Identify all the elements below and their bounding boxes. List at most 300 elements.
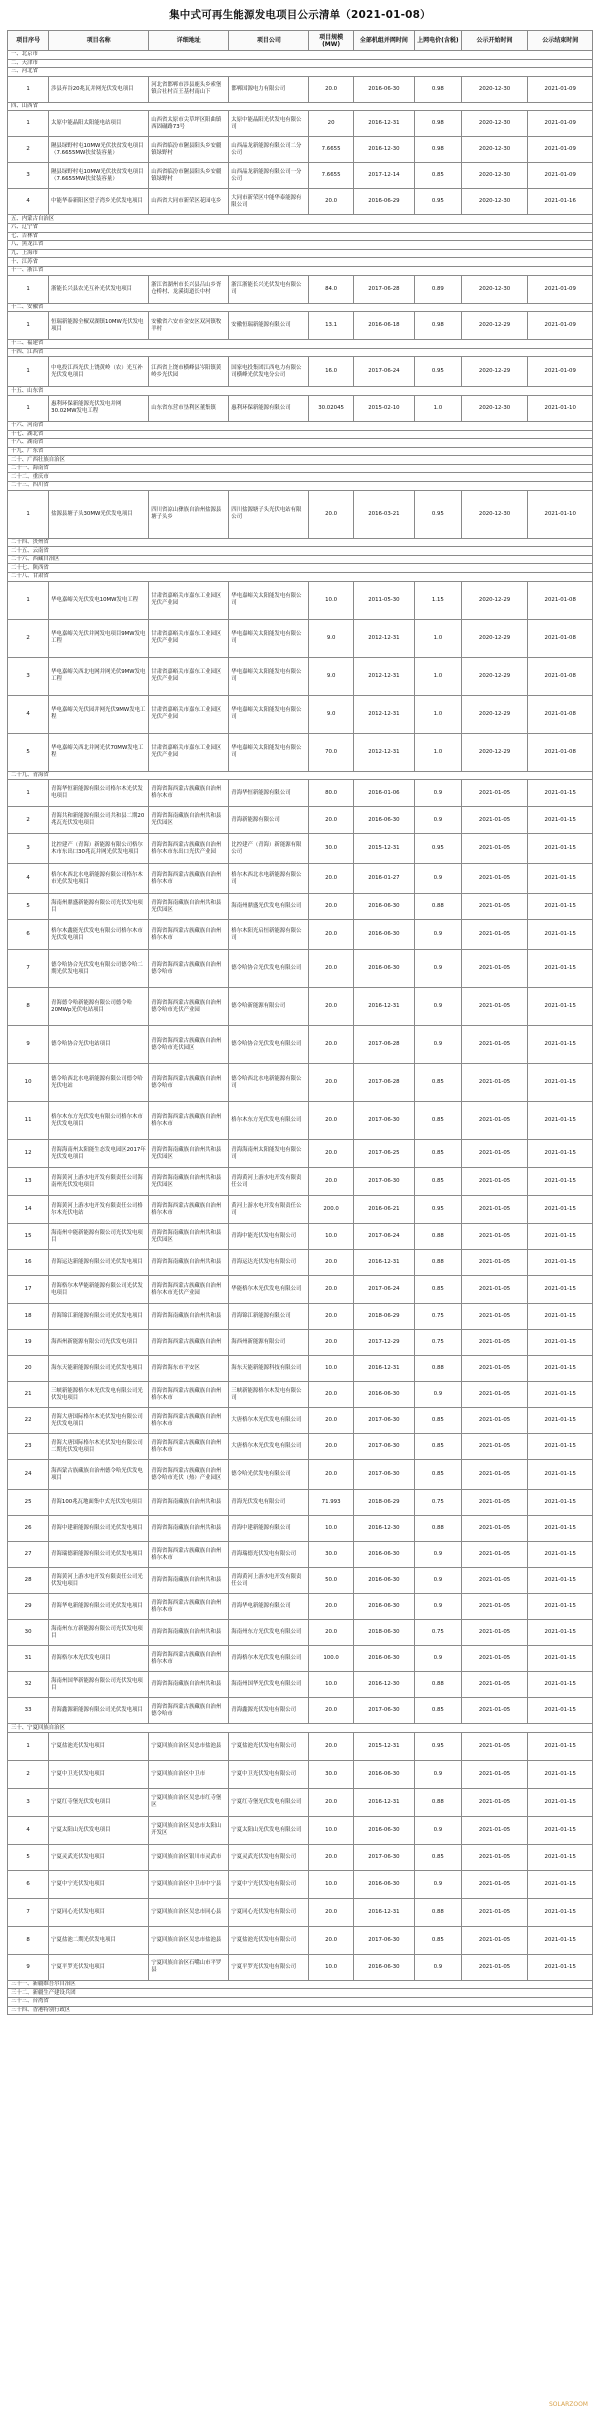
section-row xyxy=(8,456,593,465)
address-cell: 青海省海西蒙古族藏族自治州格尔木市光伏产业园 xyxy=(149,1276,229,1304)
end-cell: 2021-01-15 xyxy=(528,1026,593,1064)
scale-cell: 20.0 xyxy=(309,1250,353,1276)
scale-cell: 10.0 xyxy=(309,1672,353,1698)
scale-cell: 9.0 xyxy=(309,657,353,695)
end-cell: 2021-01-15 xyxy=(528,1870,593,1898)
header-address: 详细地址 xyxy=(149,31,229,51)
grid-time-cell: 2017-12-29 xyxy=(353,1330,414,1356)
start-cell: 2020-12-29 xyxy=(461,357,528,387)
project-name-cell: 中能华泰新阳区望子湾乡光伏发电项目 xyxy=(49,189,149,215)
price-cell: 0.95 xyxy=(415,1732,462,1760)
table-row xyxy=(8,1304,593,1330)
scale-cell: 20 xyxy=(309,111,353,137)
price-cell: 0.9 xyxy=(415,864,462,894)
scale-cell: 20.0 xyxy=(309,1064,353,1102)
address-cell: 青海省海南藏族自治州共和县光伏园区 xyxy=(149,894,229,920)
company-cell: 邯郸国源电力有限公司 xyxy=(229,76,309,102)
serial-cell: 3 xyxy=(8,657,49,695)
scale-cell: 20.0 xyxy=(309,1434,353,1460)
grid-time-cell: 2017-06-30 xyxy=(353,1168,414,1196)
scale-cell: 20.0 xyxy=(309,988,353,1026)
company-cell: 格尔木西北水电新能源有限公司 xyxy=(229,864,309,894)
address-cell: 青海省海南藏族自治州共和县光伏园区 xyxy=(149,1140,229,1168)
company-cell: 青海鑫源光伏发电有限公司 xyxy=(229,1698,309,1724)
section-row xyxy=(8,1998,593,2007)
serial-cell: 31 xyxy=(8,1646,49,1672)
end-cell: 2021-01-15 xyxy=(528,807,593,834)
start-cell: 2021-01-05 xyxy=(461,1168,528,1196)
scale-cell: 20.0 xyxy=(309,1698,353,1724)
section-row xyxy=(8,1989,593,1998)
section-row xyxy=(8,1980,593,1989)
scale-cell: 20.0 xyxy=(309,864,353,894)
end-cell: 2021-01-15 xyxy=(528,1732,593,1760)
serial-cell: 3 xyxy=(8,1788,49,1816)
company-cell: 海南州东方光伏发电有限公司 xyxy=(229,1620,309,1646)
end-cell: 2021-01-09 xyxy=(528,312,593,340)
start-cell: 2021-01-05 xyxy=(461,1304,528,1330)
address-cell: 宁夏回族自治区吴忠市太阳山开发区 xyxy=(149,1816,229,1844)
company-cell: 宁夏同心光伏发电有限公司 xyxy=(229,1898,309,1926)
scale-cell: 7.6655 xyxy=(309,137,353,163)
address-cell: 青海省海东市平安区 xyxy=(149,1356,229,1382)
grid-time-cell: 2016-12-31 xyxy=(353,1898,414,1926)
header-grid-time: 全部机组并网时间 xyxy=(353,31,414,51)
section-row xyxy=(8,387,593,396)
serial-cell: 18 xyxy=(8,1304,49,1330)
company-cell: 宁夏灵武光伏发电有限公司 xyxy=(229,1844,309,1870)
end-cell: 2021-01-15 xyxy=(528,1816,593,1844)
address-cell: 青海省海西蒙古族藏族自治州格尔木市 xyxy=(149,1542,229,1568)
address-cell: 青海省海西蒙古族藏族自治州格尔木市 xyxy=(149,1434,229,1460)
scale-cell: 20.0 xyxy=(309,1732,353,1760)
grid-time-cell: 2016-06-29 xyxy=(353,189,414,215)
price-cell: 0.85 xyxy=(415,1064,462,1102)
table-header-row xyxy=(8,31,593,51)
end-cell: 2021-01-08 xyxy=(528,581,593,619)
end-cell: 2021-01-15 xyxy=(528,1140,593,1168)
grid-time-cell: 2016-12-30 xyxy=(353,1516,414,1542)
company-cell: 大同市新荣区中能华泰能源有限公司 xyxy=(229,189,309,215)
price-cell: 0.95 xyxy=(415,834,462,864)
grid-time-cell: 2017-06-28 xyxy=(353,1064,414,1102)
start-cell: 2020-12-30 xyxy=(461,111,528,137)
section-row xyxy=(8,473,593,482)
address-cell: 青海省海南藏族自治州共和县 xyxy=(149,1620,229,1646)
scale-cell: 100.0 xyxy=(309,1646,353,1672)
start-cell: 2020-12-29 xyxy=(461,733,528,771)
end-cell: 2021-01-10 xyxy=(528,490,593,538)
company-cell: 德令哈光伏发电有限公司 xyxy=(229,1460,309,1490)
grid-time-cell: 2017-06-30 xyxy=(353,1844,414,1870)
section-label: 二十六、西藏自治区 xyxy=(8,555,593,564)
start-cell: 2021-01-05 xyxy=(461,1788,528,1816)
project-name-cell: 涉县弃谷20兆瓦并网光伏发电项目 xyxy=(49,76,149,102)
price-cell: 0.9 xyxy=(415,1026,462,1064)
table-row xyxy=(8,1250,593,1276)
project-name-cell: 华电嘉峪关西北并网光伏70MW发电工程 xyxy=(49,733,149,771)
start-cell: 2021-01-05 xyxy=(461,1816,528,1844)
address-cell: 青海省海南藏族自治州共和县光伏园区 xyxy=(149,1224,229,1250)
company-cell: 华电嘉峪关太阳能发电有限公司 xyxy=(229,619,309,657)
section-label: 十四、江西省 xyxy=(8,348,593,357)
serial-cell: 11 xyxy=(8,1102,49,1140)
project-name-cell: 宁夏中宁光伏发电项目 xyxy=(49,1870,149,1898)
serial-cell: 2 xyxy=(8,619,49,657)
grid-time-cell: 2011-05-30 xyxy=(353,581,414,619)
address-cell: 青海省海西蒙古族藏族自治州德令哈市 xyxy=(149,1064,229,1102)
company-cell: 德令哈协合光伏发电有限公司 xyxy=(229,950,309,988)
start-cell: 2021-01-05 xyxy=(461,1382,528,1408)
project-name-cell: 德令哈西北水电新能源有限公司德令哈光伏电站 xyxy=(49,1064,149,1102)
end-cell: 2021-01-15 xyxy=(528,988,593,1026)
address-cell: 山东省东营市垦利区董集镇 xyxy=(149,395,229,421)
end-cell: 2021-01-15 xyxy=(528,1490,593,1516)
table-row xyxy=(8,1382,593,1408)
end-cell: 2021-01-08 xyxy=(528,657,593,695)
price-cell: 0.95 xyxy=(415,490,462,538)
section-row xyxy=(8,555,593,564)
price-cell: 0.85 xyxy=(415,163,462,189)
table-row xyxy=(8,111,593,137)
section-label: 六、辽宁省 xyxy=(8,223,593,232)
project-name-cell: 青海黄河上游水电开发有限责任公司海南州光伏发电项目 xyxy=(49,1168,149,1196)
price-cell: 0.88 xyxy=(415,1516,462,1542)
start-cell: 2021-01-05 xyxy=(461,1594,528,1620)
price-cell: 0.85 xyxy=(415,1460,462,1490)
serial-cell: 1 xyxy=(8,1732,49,1760)
end-cell: 2021-01-15 xyxy=(528,1382,593,1408)
section-label: 二十二、重庆市 xyxy=(8,473,593,482)
table-row xyxy=(8,657,593,695)
section-row xyxy=(8,102,593,111)
grid-time-cell: 2012-12-31 xyxy=(353,619,414,657)
scale-cell: 70.0 xyxy=(309,733,353,771)
serial-cell: 1 xyxy=(8,275,49,303)
end-cell: 2021-01-09 xyxy=(528,137,593,163)
table-row xyxy=(8,1620,593,1646)
scale-cell: 20.0 xyxy=(309,1926,353,1954)
scale-cell: 9.0 xyxy=(309,695,353,733)
price-cell: 0.85 xyxy=(415,1408,462,1434)
price-cell: 0.75 xyxy=(415,1304,462,1330)
section-label: 十、江苏省 xyxy=(8,258,593,267)
section-label: 二十、广西壮族自治区 xyxy=(8,456,593,465)
table-row xyxy=(8,312,593,340)
section-label: 十九、广东省 xyxy=(8,447,593,456)
serial-cell: 25 xyxy=(8,1490,49,1516)
company-cell: 青海海南州太阳能发电有限公司 xyxy=(229,1140,309,1168)
project-name-cell: 宁夏盐池光伏发电项目 xyxy=(49,1732,149,1760)
grid-time-cell: 2016-06-30 xyxy=(353,1594,414,1620)
serial-cell: 26 xyxy=(8,1516,49,1542)
end-cell: 2021-01-09 xyxy=(528,111,593,137)
company-cell: 海东天能新能源科技有限公司 xyxy=(229,1356,309,1382)
address-cell: 青海省海西蒙古族藏族自治州格尔木市 xyxy=(149,1382,229,1408)
start-cell: 2020-12-29 xyxy=(461,657,528,695)
project-name-cell: 青海瑞德新能源有限公司光伏发电项目 xyxy=(49,1542,149,1568)
end-cell: 2021-01-15 xyxy=(528,1620,593,1646)
table-row xyxy=(8,1408,593,1434)
project-name-cell: 恒瑞新能源全椒双湖镇10MW光伏发电项目 xyxy=(49,312,149,340)
start-cell: 2021-01-05 xyxy=(461,1102,528,1140)
grid-time-cell: 2017-06-30 xyxy=(353,1102,414,1140)
start-cell: 2021-01-05 xyxy=(461,1542,528,1568)
company-cell: 青海中建新能源有限公司 xyxy=(229,1516,309,1542)
scale-cell: 20.0 xyxy=(309,950,353,988)
serial-cell: 2 xyxy=(8,807,49,834)
grid-time-cell: 2017-06-28 xyxy=(353,275,414,303)
grid-time-cell: 2016-01-27 xyxy=(353,864,414,894)
scale-cell: 20.0 xyxy=(309,807,353,834)
company-cell: 太原中能晶阳光伏发电有限公司 xyxy=(229,111,309,137)
company-cell: 青海黄河上游水电开发有限责任公司 xyxy=(229,1568,309,1594)
scale-cell: 84.0 xyxy=(309,275,353,303)
serial-cell: 7 xyxy=(8,950,49,988)
address-cell: 青海省海南藏族自治州共和县 xyxy=(149,1516,229,1542)
table-row xyxy=(8,1026,593,1064)
serial-cell: 1 xyxy=(8,780,49,807)
section-label: 九、上海市 xyxy=(8,249,593,258)
table-row xyxy=(8,1870,593,1898)
grid-time-cell: 2016-06-30 xyxy=(353,1646,414,1672)
address-cell: 青海省海西蒙古族藏族自治州德令哈市光伏（热）产业园区 xyxy=(149,1460,229,1490)
serial-cell: 1 xyxy=(8,76,49,102)
address-cell: 甘肃省嘉峪关市嘉东工业园区光伏产业园 xyxy=(149,733,229,771)
address-cell: 青海省海南藏族自治州共和县 xyxy=(149,1304,229,1330)
start-cell: 2020-12-30 xyxy=(461,189,528,215)
start-cell: 2020-12-29 xyxy=(461,581,528,619)
table-row xyxy=(8,1844,593,1870)
company-cell: 青海黄河上游水电开发有限责任公司 xyxy=(229,1168,309,1196)
scale-cell: 20.0 xyxy=(309,1382,353,1408)
price-cell: 0.98 xyxy=(415,111,462,137)
section-row xyxy=(8,266,593,275)
start-cell: 2021-01-05 xyxy=(461,1064,528,1102)
start-cell: 2021-01-05 xyxy=(461,1490,528,1516)
address-cell: 江西省上饶市横峰县岑阳镇黄岭乡光伏园 xyxy=(149,357,229,387)
section-label: 十二、安徽省 xyxy=(8,303,593,312)
end-cell: 2021-01-15 xyxy=(528,1594,593,1620)
scale-cell: 20.0 xyxy=(309,1168,353,1196)
start-cell: 2021-01-05 xyxy=(461,864,528,894)
section-label: 五、内蒙古自治区 xyxy=(8,215,593,224)
company-cell: 格尔木阳光启恒新能源有限公司 xyxy=(229,920,309,950)
table-row xyxy=(8,1568,593,1594)
company-cell: 宁夏红寺堡光伏发电有限公司 xyxy=(229,1788,309,1816)
serial-cell: 21 xyxy=(8,1382,49,1408)
company-cell: 大唐格尔木光伏发电有限公司 xyxy=(229,1408,309,1434)
section-label: 二十三、四川省 xyxy=(8,482,593,491)
company-cell: 惠利环保新能源有限公司 xyxy=(229,395,309,421)
end-cell: 2021-01-15 xyxy=(528,1102,593,1140)
section-label: 二十九、青海省 xyxy=(8,771,593,780)
company-cell: 格尔木东方光伏发电有限公司 xyxy=(229,1102,309,1140)
section-label: 二十四、贵州省 xyxy=(8,538,593,547)
end-cell: 2021-01-15 xyxy=(528,1954,593,1980)
project-name-cell: 青海华恒新能源有限公司格尔木光伏发电项目 xyxy=(49,780,149,807)
scale-cell: 20.0 xyxy=(309,1898,353,1926)
start-cell: 2020-12-30 xyxy=(461,137,528,163)
scale-cell: 16.0 xyxy=(309,357,353,387)
table-row xyxy=(8,1954,593,1980)
project-name-cell: 比控建产（青海）新能源有限公司格尔木市东出口30兆瓦并网光伏发电项目 xyxy=(49,834,149,864)
address-cell: 甘肃省嘉峪关市嘉东工业园区光伏产业园 xyxy=(149,695,229,733)
grid-time-cell: 2016-06-30 xyxy=(353,1542,414,1568)
section-label: 二十八、甘肃省 xyxy=(8,573,593,582)
company-cell: 青海瑞德光伏发电有限公司 xyxy=(229,1542,309,1568)
address-cell: 宁夏回族自治区吴忠市盐池县 xyxy=(149,1732,229,1760)
section-row xyxy=(8,573,593,582)
header-price: 上网电价(含税) xyxy=(415,31,462,51)
end-cell: 2021-01-09 xyxy=(528,76,593,102)
table-row xyxy=(8,1516,593,1542)
table-row xyxy=(8,581,593,619)
grid-time-cell: 2017-06-28 xyxy=(353,1026,414,1064)
table-row xyxy=(8,619,593,657)
scale-cell: 50.0 xyxy=(309,1568,353,1594)
serial-cell: 2 xyxy=(8,1760,49,1788)
end-cell: 2021-01-15 xyxy=(528,1434,593,1460)
grid-time-cell: 2016-06-30 xyxy=(353,1816,414,1844)
address-cell: 青海省海西蒙古族藏族自治州格尔木市 xyxy=(149,1594,229,1620)
project-name-cell: 青海德令哈新能源有限公司德令哈20MWp光伏电站项目 xyxy=(49,988,149,1026)
address-cell: 青海省海西蒙古族藏族自治州格尔木市 xyxy=(149,864,229,894)
grid-time-cell: 2016-06-30 xyxy=(353,807,414,834)
serial-cell: 1 xyxy=(8,395,49,421)
grid-time-cell: 2016-06-30 xyxy=(353,1954,414,1980)
company-cell: 宁夏太阳山光伏发电有限公司 xyxy=(229,1816,309,1844)
start-cell: 2021-01-05 xyxy=(461,1140,528,1168)
company-cell: 宁夏中卫光伏发电有限公司 xyxy=(229,1760,309,1788)
scale-cell: 20.0 xyxy=(309,1276,353,1304)
start-cell: 2021-01-05 xyxy=(461,1330,528,1356)
company-cell: 华电嘉峪关太阳能发电有限公司 xyxy=(229,657,309,695)
address-cell: 河北省邯郸市涉县鹿头乡索堡镇合社村百王基村南山下 xyxy=(149,76,229,102)
company-cell: 华电嘉峪关太阳能发电有限公司 xyxy=(229,581,309,619)
scale-cell: 7.6655 xyxy=(309,163,353,189)
address-cell: 山西省临汾市隰县阳头乡安疆镇绿野村 xyxy=(149,137,229,163)
address-cell: 青海省海南藏族自治州共和县 xyxy=(149,1250,229,1276)
price-cell: 0.88 xyxy=(415,1356,462,1382)
company-cell: 山西晶龙新能源有限公司二分公司 xyxy=(229,137,309,163)
end-cell: 2021-01-15 xyxy=(528,780,593,807)
grid-time-cell: 2016-12-31 xyxy=(353,111,414,137)
price-cell: 0.9 xyxy=(415,1760,462,1788)
section-label: 十三、福建省 xyxy=(8,340,593,349)
price-cell: 0.85 xyxy=(415,1698,462,1724)
project-name-cell: 宁夏同心光伏发电项目 xyxy=(49,1898,149,1926)
company-cell: 宁夏盐池光伏发电有限公司 xyxy=(229,1732,309,1760)
end-cell: 2021-01-15 xyxy=(528,1568,593,1594)
start-cell: 2021-01-05 xyxy=(461,1954,528,1980)
serial-cell: 4 xyxy=(8,695,49,733)
end-cell: 2021-01-15 xyxy=(528,950,593,988)
serial-cell: 32 xyxy=(8,1672,49,1698)
section-row xyxy=(8,482,593,491)
project-name-cell: 海南州鼎盛新能源有限公司光伏发电项目 xyxy=(49,894,149,920)
section-row xyxy=(8,547,593,556)
scale-cell: 20.0 xyxy=(309,1788,353,1816)
serial-cell: 8 xyxy=(8,1926,49,1954)
project-name-cell: 宁夏中卫光伏发电项目 xyxy=(49,1760,149,1788)
table-row xyxy=(8,864,593,894)
address-cell: 青海省海西蒙古族藏族自治州德令哈市光伏产业园 xyxy=(149,988,229,1026)
price-cell: 0.95 xyxy=(415,1196,462,1224)
project-name-cell: 盐源县塘子头30MW光伏发电项目 xyxy=(49,490,149,538)
company-cell: 三峡新能源格尔木发电有限公司 xyxy=(229,1382,309,1408)
serial-cell: 19 xyxy=(8,1330,49,1356)
project-name-cell: 中电投江西光伏上饶黄岭（农）光互补光伏发电项目 xyxy=(49,357,149,387)
price-cell: 0.9 xyxy=(415,1542,462,1568)
section-row xyxy=(8,464,593,473)
end-cell: 2021-01-10 xyxy=(528,395,593,421)
table-row xyxy=(8,894,593,920)
section-row xyxy=(8,59,593,68)
scale-cell: 20.0 xyxy=(309,1620,353,1646)
start-cell: 2021-01-05 xyxy=(461,1276,528,1304)
serial-cell: 10 xyxy=(8,1064,49,1102)
end-cell: 2021-01-09 xyxy=(528,357,593,387)
address-cell: 青海省海南藏族自治州共和县光伏园区 xyxy=(149,1168,229,1196)
project-name-cell: 青海黄河上游水电开发有限责任公司光伏发电项目 xyxy=(49,1568,149,1594)
start-cell: 2020-12-30 xyxy=(461,490,528,538)
start-cell: 2021-01-05 xyxy=(461,834,528,864)
project-name-cell: 海南州中能新能源有限公司光伏发电项目 xyxy=(49,1224,149,1250)
table-row xyxy=(8,1732,593,1760)
price-cell: 0.85 xyxy=(415,1102,462,1140)
grid-time-cell: 2017-12-14 xyxy=(353,163,414,189)
section-label: 十一、浙江省 xyxy=(8,266,593,275)
price-cell: 0.88 xyxy=(415,894,462,920)
company-cell: 青海华电新能源有限公司 xyxy=(229,1594,309,1620)
end-cell: 2021-01-15 xyxy=(528,1168,593,1196)
end-cell: 2021-01-15 xyxy=(528,1408,593,1434)
grid-time-cell: 2016-12-31 xyxy=(353,988,414,1026)
address-cell: 安徽省六安市金安区双河镇牧羊村 xyxy=(149,312,229,340)
scale-cell: 10.0 xyxy=(309,1816,353,1844)
section-row xyxy=(8,68,593,77)
table-row xyxy=(8,275,593,303)
grid-time-cell: 2012-12-31 xyxy=(353,733,414,771)
start-cell: 2021-01-05 xyxy=(461,1224,528,1250)
company-cell: 黄河上游水电开发有限责任公司 xyxy=(229,1196,309,1224)
start-cell: 2021-01-05 xyxy=(461,1250,528,1276)
serial-cell: 33 xyxy=(8,1698,49,1724)
address-cell: 宁夏回族自治区中卫市中宁县 xyxy=(149,1870,229,1898)
address-cell: 青海省海西蒙古族藏族自治州 xyxy=(149,1330,229,1356)
section-label: 四、山西省 xyxy=(8,102,593,111)
project-name-cell: 青海100兆瓦地面集中式光伏发电项目 xyxy=(49,1490,149,1516)
price-cell: 0.9 xyxy=(415,920,462,950)
table-row xyxy=(8,1646,593,1672)
section-label: 二十五、云南省 xyxy=(8,547,593,556)
end-cell: 2021-01-15 xyxy=(528,1672,593,1698)
serial-cell: 5 xyxy=(8,1844,49,1870)
section-row xyxy=(8,348,593,357)
start-cell: 2021-01-05 xyxy=(461,1460,528,1490)
project-name-cell: 华电嘉峪关光伏发电10MW发电工程 xyxy=(49,581,149,619)
project-name-cell: 青海中建新能源有限公司光伏发电项目 xyxy=(49,1516,149,1542)
company-cell: 宁夏平罗光伏发电有限公司 xyxy=(229,1954,309,1980)
section-row xyxy=(8,303,593,312)
section-row xyxy=(8,447,593,456)
price-cell: 0.9 xyxy=(415,988,462,1026)
end-cell: 2021-01-15 xyxy=(528,1304,593,1330)
project-name-cell: 格尔木鑫能光伏发电有限公司格尔木市光伏发电项目 xyxy=(49,920,149,950)
grid-time-cell: 2016-06-18 xyxy=(353,312,414,340)
start-cell: 2021-01-05 xyxy=(461,1408,528,1434)
